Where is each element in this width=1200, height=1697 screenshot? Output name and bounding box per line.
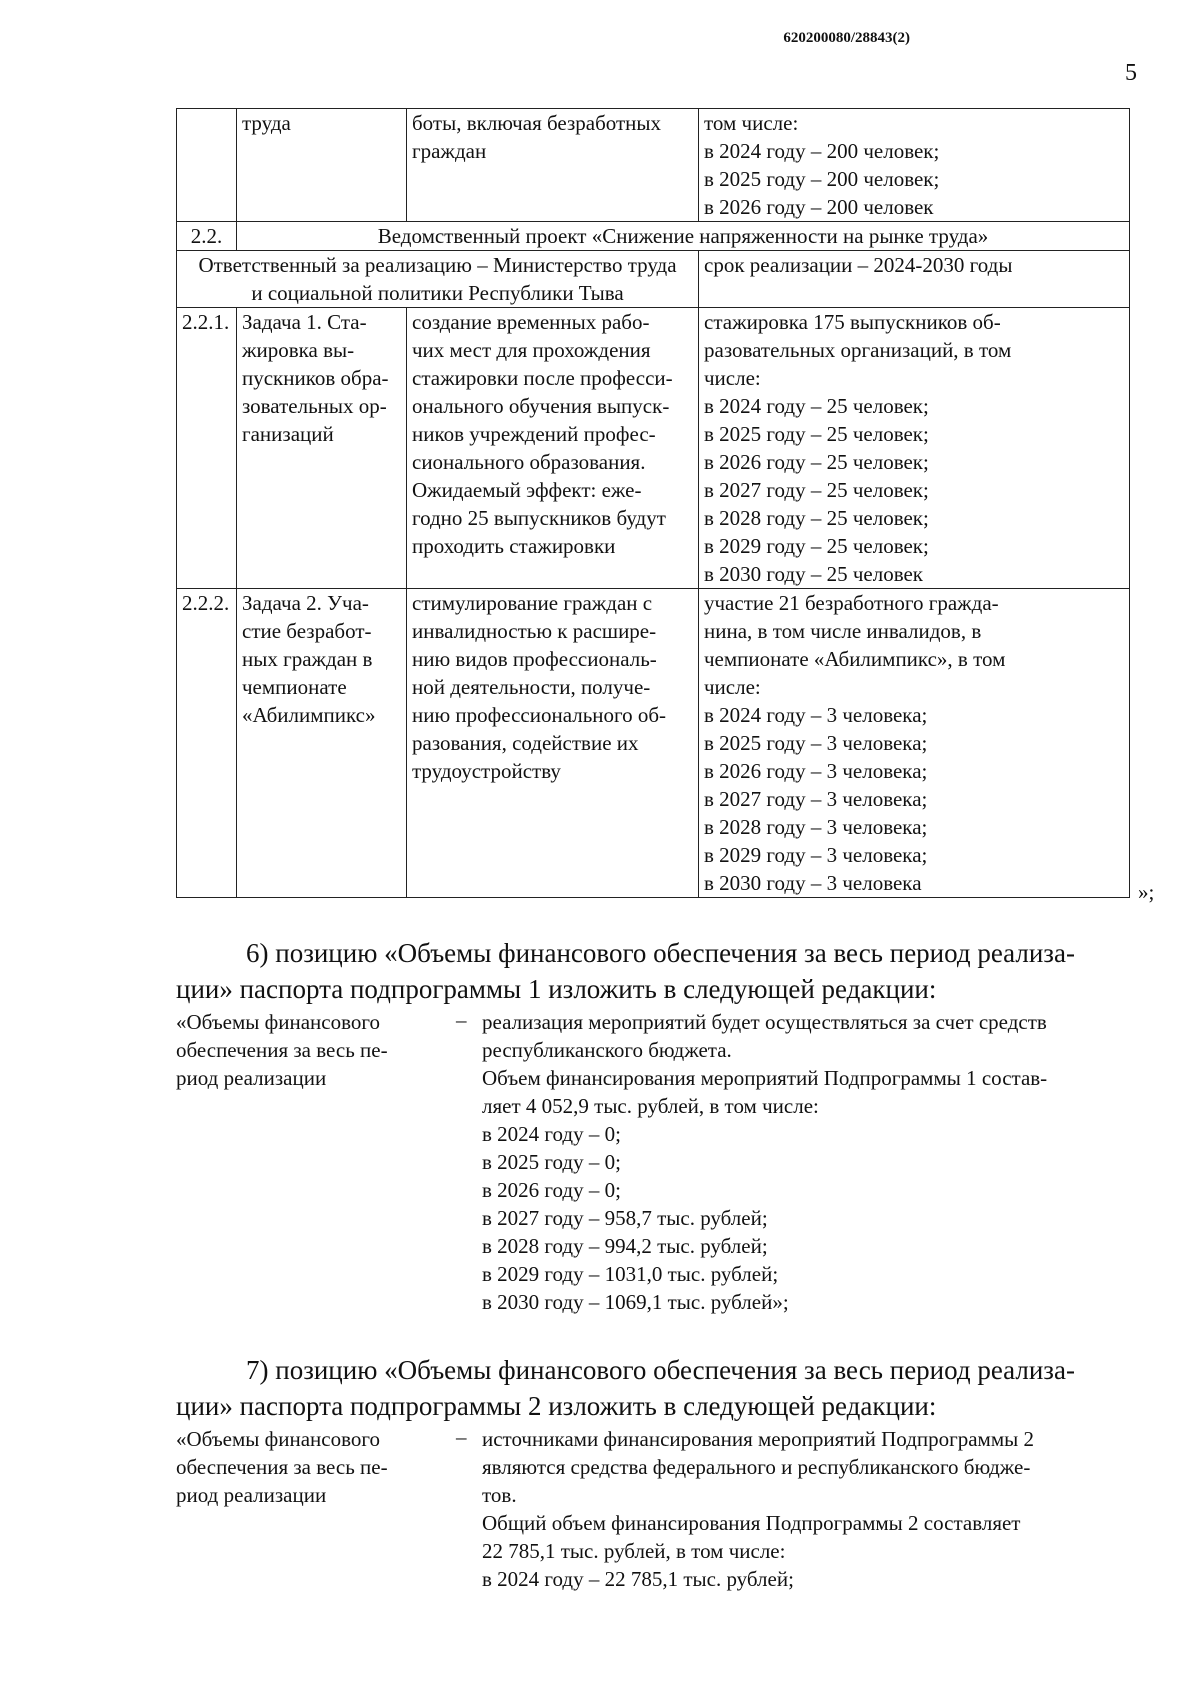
text-line: источниками финансирования мероприятий Подпрограммы 2 <box>482 1427 1034 1451</box>
text-line: ции» паспорта подпрограммы 1 изложить в следующей редакции: <box>176 974 937 1004</box>
item-7-dash: – <box>456 1425 467 1449</box>
text-line: стажировки после професси- <box>412 366 673 390</box>
text-line: в 2030 году – 25 человек <box>704 562 924 586</box>
text-line: нию видов профессиональ- <box>412 647 657 671</box>
text-line: ной деятельности, получе- <box>412 675 651 699</box>
text-line: реализация мероприятий будет осуществляться за счет средств <box>482 1010 1047 1034</box>
item-6-heading <box>176 935 1136 1007</box>
text-line: участие 21 безработного гражда- <box>704 591 999 615</box>
measure-cell <box>407 308 699 589</box>
table-row-continuation <box>177 109 1130 222</box>
text-line: онального обучения выпуск- <box>412 394 670 418</box>
text-line: 22 785,1 тыс. рублей, в том числе: <box>482 1539 786 1563</box>
result-cell <box>699 308 1130 589</box>
task-cell <box>237 308 407 589</box>
text-line: «Объемы финансового <box>176 1010 380 1034</box>
text-line: Общий объем финансирования Подпрограммы 2 составляет <box>482 1511 1021 1535</box>
text-line: республиканского бюджета. <box>482 1038 732 1062</box>
text-line: в 2030 году – 1069,1 тыс. рублей»; <box>482 1290 789 1314</box>
task-cell <box>237 589 407 898</box>
text-line: ции» паспорта подпрограммы 2 изложить в следующей редакции: <box>176 1391 937 1421</box>
measure-cell <box>407 109 699 222</box>
task-cell: труда <box>237 109 407 222</box>
text-line: Ожидаемый эффект: еже- <box>412 478 642 502</box>
text-line: «Объемы финансового <box>176 1427 380 1451</box>
text-line: в 2026 году – 3 человека; <box>704 759 928 783</box>
text-line: чемпионате «Абилимпикс», в том <box>704 647 1006 671</box>
text-line: нию профессионального об- <box>412 703 667 727</box>
text-line: в 2027 году – 958,7 тыс. рублей; <box>482 1206 768 1230</box>
item-6-position-body <box>482 1008 1047 1316</box>
text-line: стажировка 175 выпускников об- <box>704 310 1001 334</box>
text-line: годно 25 выпускников будут <box>412 506 666 530</box>
text-line: 7) позицию «Объемы финансового обеспечения за весь период реализа- <box>246 1355 1075 1385</box>
item-7-heading <box>176 1352 1136 1424</box>
text-line: том числе: <box>704 111 799 135</box>
text-line: в 2026 году – 0; <box>482 1178 621 1202</box>
row-number: 2.2.2. <box>177 589 237 898</box>
text-line: инвалидностью к расшире- <box>412 619 657 643</box>
table-row <box>177 308 1130 589</box>
text-line: в 2028 году – 3 человека; <box>704 815 928 839</box>
text-line: в 2026 году – 200 человек <box>704 195 934 219</box>
responsible-cell <box>177 251 699 308</box>
text-line: в 2029 году – 3 человека; <box>704 843 928 867</box>
text-line: разования, содействие их <box>412 731 639 755</box>
row-number <box>177 109 237 222</box>
item-6-dash: – <box>456 1008 467 1032</box>
item-7-position-body <box>482 1425 1132 1593</box>
text-line: в 2026 году – 25 человек; <box>704 450 929 474</box>
text-line: в 2025 году – 0; <box>482 1150 621 1174</box>
text-line: и социальной политики Республики Тыва <box>251 281 624 305</box>
text-line: обеспечения за весь пе- <box>176 1038 388 1062</box>
text-line: числе: <box>704 366 761 390</box>
text-line: в 2025 году – 3 человека; <box>704 731 928 755</box>
text-line: создание временных рабо- <box>412 310 650 334</box>
text-line: в 2024 году – 3 человека; <box>704 703 928 727</box>
text-line: Задача 1. Ста- <box>242 310 367 334</box>
table-row-section <box>177 222 1130 251</box>
text-line: в 2030 году – 3 человека <box>704 871 922 895</box>
text-line: «Абилимпикс» <box>242 703 376 727</box>
text-line: в 2024 году – 0; <box>482 1122 621 1146</box>
section-title: Ведомственный проект «Снижение напряженности на рынке труда» <box>237 222 1130 251</box>
text-line: зовательных ор- <box>242 394 387 418</box>
text-line: риод реализации <box>176 1066 327 1090</box>
page-number: 5 <box>1125 60 1137 86</box>
term-cell: срок реализации – 2024-2030 годы <box>699 251 1130 308</box>
text-line: являются средства федерального и республиканского бюдже- <box>482 1455 1031 1479</box>
text-line: чемпионате <box>242 675 347 699</box>
text-line: разовательных организаций, в том <box>704 338 1012 362</box>
result-cell <box>699 589 1130 898</box>
table-row-responsible <box>177 251 1130 308</box>
text-line: ников учреждений профес- <box>412 422 656 446</box>
section-number: 2.2. <box>177 222 237 251</box>
text-line: в 2025 году – 200 человек; <box>704 167 940 191</box>
closing-quote: »; <box>1138 880 1155 904</box>
text-line: в 2027 году – 3 человека; <box>704 787 928 811</box>
text-line: в 2024 году – 22 785,1 тыс. рублей; <box>482 1567 794 1591</box>
text-line: ганизаций <box>242 422 334 446</box>
text-line: сионального образования. <box>412 450 646 474</box>
text-line: боты, включая безработных <box>412 111 662 135</box>
text-line: проходить стажировки <box>412 534 616 558</box>
text-line: в 2027 году – 25 человек; <box>704 478 929 502</box>
text-line: в 2029 году – 1031,0 тыс. рублей; <box>482 1262 779 1286</box>
text-line: ляет 4 052,9 тыс. рублей, в том числе: <box>482 1094 819 1118</box>
text-line: в 2025 году – 25 человек; <box>704 422 929 446</box>
row-number: 2.2.1. <box>177 308 237 589</box>
text-line: Задача 2. Уча- <box>242 591 369 615</box>
text-line: чих мест для прохождения <box>412 338 651 362</box>
document-id: 620200080/28843(2) <box>783 30 910 46</box>
text-line: трудоустройству <box>412 759 561 783</box>
text-line: риод реализации <box>176 1483 327 1507</box>
text-line: обеспечения за весь пе- <box>176 1455 388 1479</box>
item-6-position-label <box>176 1008 436 1092</box>
text-line: Объем финансирования мероприятий Подпрограммы 1 состав- <box>482 1066 1048 1090</box>
text-line: тов. <box>482 1483 517 1507</box>
text-line: 6) позицию «Объемы финансового обеспечения за весь период реализа- <box>246 938 1075 968</box>
table-row <box>177 589 1130 898</box>
text-line: в 2029 году – 25 человек; <box>704 534 929 558</box>
text-line: в 2024 году – 25 человек; <box>704 394 929 418</box>
text-line: ных граждан в <box>242 647 373 671</box>
item-7-position-label <box>176 1425 436 1509</box>
text-line: Ответственный за реализацию – Министерство труда <box>198 253 677 277</box>
text-line: жировка вы- <box>242 338 355 362</box>
text-line: нина, в том числе инвалидов, в <box>704 619 982 643</box>
text-line: в 2028 году – 25 человек; <box>704 506 929 530</box>
text-line: в 2024 году – 200 человек; <box>704 139 940 163</box>
text-line: стие безработ- <box>242 619 372 643</box>
text-line: числе: <box>704 675 761 699</box>
text-line: стимулирование граждан с <box>412 591 653 615</box>
measures-table <box>176 108 1130 898</box>
text-line: граждан <box>412 139 487 163</box>
measure-cell <box>407 589 699 898</box>
text-line: пускников обра- <box>242 366 389 390</box>
text-line: в 2028 году – 994,2 тыс. рублей; <box>482 1234 768 1258</box>
result-cell <box>699 109 1130 222</box>
